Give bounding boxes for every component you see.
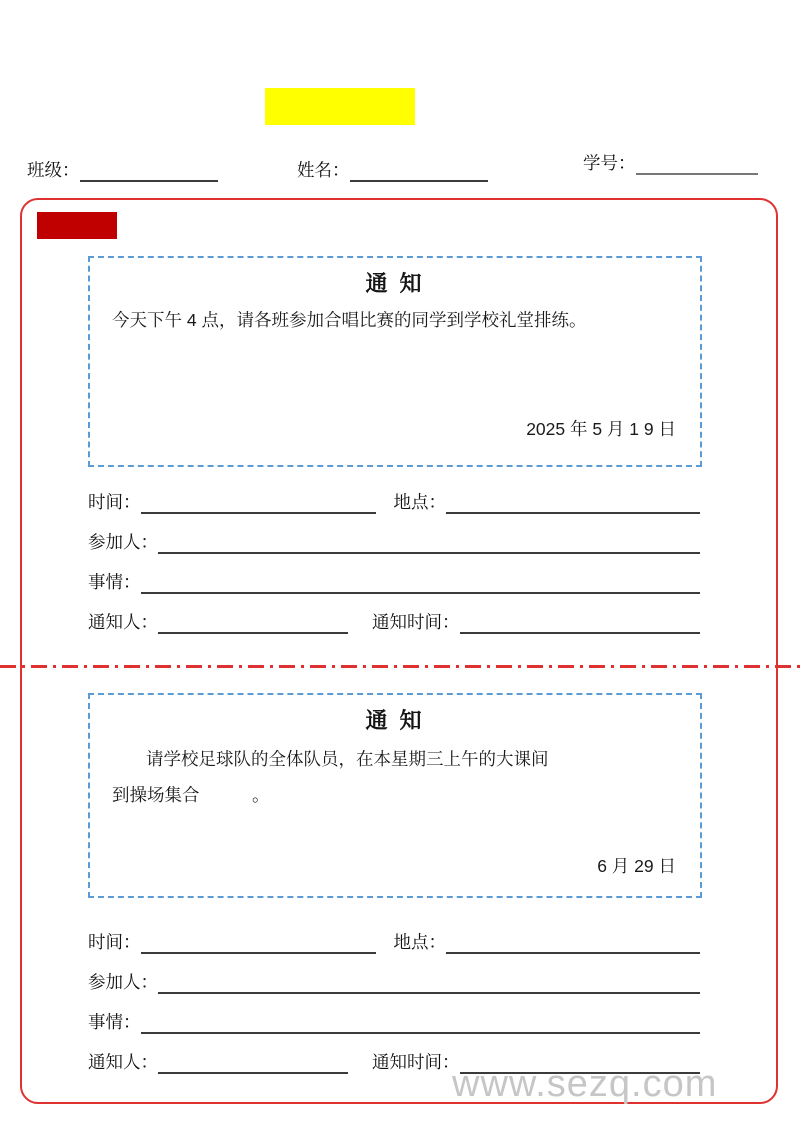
time-blank-line (141, 931, 376, 954)
class-blank-line (80, 161, 218, 182)
place-label: 地点： (393, 932, 446, 952)
notice-1-body: 今天下午 4 点，请各班参加合唱比赛的同学到学校礼堂排练。 (112, 310, 587, 330)
student-no-blank-line (636, 154, 758, 175)
notify-time-label: 通知时间： (372, 612, 460, 632)
place-blank-line (446, 931, 700, 954)
notice-box-2 (88, 693, 702, 898)
matter-label: 事情： (88, 1012, 141, 1032)
form1-row-notifier (88, 610, 700, 634)
red-dash-dot-divider (0, 665, 800, 668)
notice-box-1 (88, 256, 702, 467)
notice-2-body-line2: 到操场集合 。 (112, 785, 270, 805)
notifier-blank-line (158, 1051, 348, 1074)
form2-row-time-place (88, 930, 700, 954)
form2-row-participants (88, 970, 700, 994)
participants-label: 参加人： (88, 972, 158, 992)
notice-2-date: 6 月 29 日 (597, 856, 676, 876)
notify-time-blank-line (460, 611, 701, 634)
form2-row-matter (88, 1010, 700, 1034)
form1-row-time-place (88, 490, 700, 514)
participants-blank-line (158, 531, 700, 554)
red-redaction-block (37, 212, 117, 239)
student-no-label: 学号： (583, 153, 636, 173)
matter-blank-line (141, 571, 701, 594)
header-class-field (27, 157, 218, 182)
header-student-no-field (583, 150, 758, 175)
participants-label: 参加人： (88, 532, 158, 552)
place-blank-line (446, 491, 700, 514)
place-label: 地点： (393, 492, 446, 512)
time-blank-line (141, 491, 376, 514)
header-name-field (297, 157, 488, 182)
name-blank-line (350, 161, 488, 182)
notice-1-date: 2025 年 5 月 1 9 日 (526, 419, 676, 439)
participants-blank-line (158, 971, 700, 994)
matter-blank-line (141, 1011, 701, 1034)
notifier-label: 通知人： (88, 1052, 158, 1072)
form1-row-participants (88, 530, 700, 554)
notice-1-title: 通 知 (365, 271, 425, 296)
time-label: 时间： (88, 932, 141, 952)
notifier-blank-line (158, 611, 348, 634)
notify-time-label: 通知时间： (372, 1052, 460, 1072)
notifier-label: 通知人： (88, 612, 158, 632)
notice-2-title: 通 知 (365, 708, 425, 733)
class-label: 班级： (27, 160, 80, 180)
watermark: www.sezq.com (452, 1063, 718, 1105)
form1-row-matter (88, 570, 700, 594)
notice-2-body-line1: 请学校足球队的全体队员，在本星期三上午的大课间 (146, 749, 549, 769)
matter-label: 事情： (88, 572, 141, 592)
name-label: 姓名： (297, 160, 350, 180)
yellow-highlight-block (265, 88, 415, 125)
time-label: 时间： (88, 492, 141, 512)
